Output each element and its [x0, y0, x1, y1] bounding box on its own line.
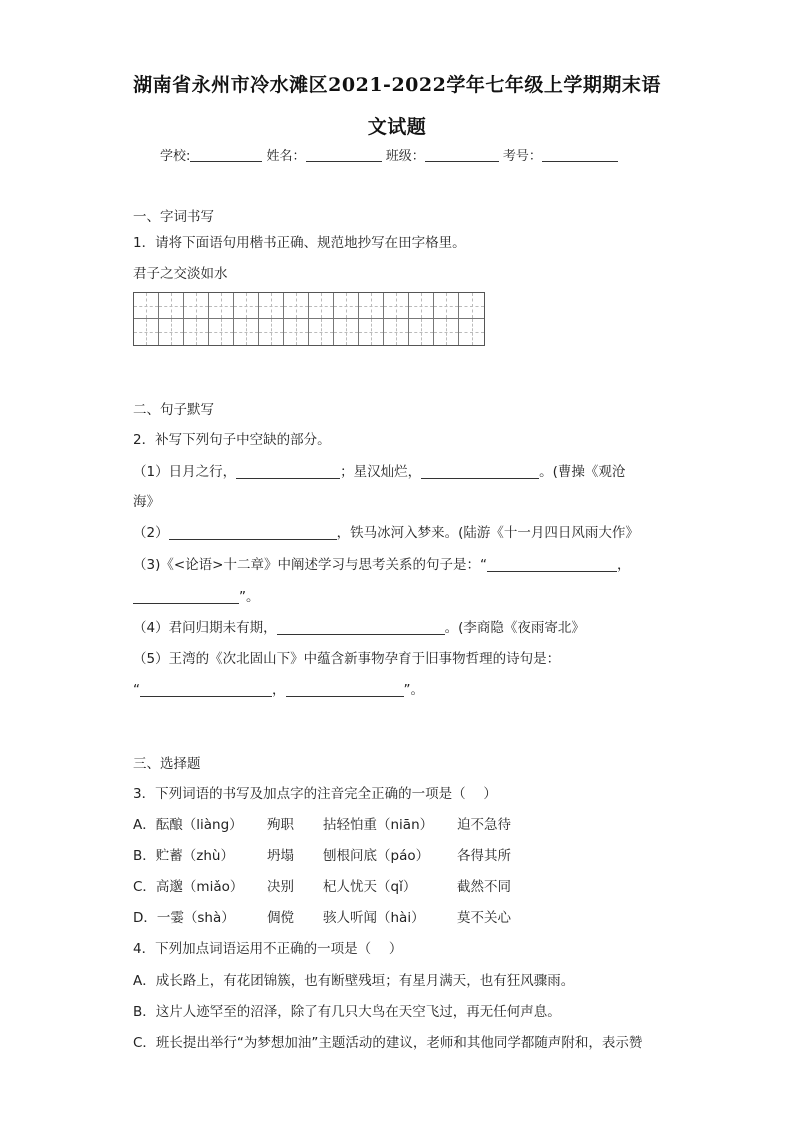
q4-option-b: B．这片人迹罕至的沼泽，除了有几只大鸟在天空飞过，再无任何声息。 [133, 1004, 561, 1020]
section-2-heading: 二、句子默写 [133, 402, 214, 418]
q2-line-3-cont: ”。 [133, 588, 260, 606]
blank [236, 464, 340, 479]
q4-option-c: C．班长提出举行“为梦想加油”主题活动的建议，老师和其他同学都随声附和，表示赞 [133, 1035, 643, 1051]
q2-line-4: （4）君问归期未有期， 。(李商隐《夜雨寄北》 [133, 620, 585, 636]
blank [140, 682, 272, 697]
section-1-heading: 一、字词书写 [133, 209, 214, 225]
exam-title-line2: 文试题 [367, 116, 427, 138]
student-info-row [160, 145, 618, 164]
name-blank [306, 147, 382, 162]
copy-phrase: 君子之交淡如水 [133, 266, 228, 282]
q2-line-5: （5）王湾的《次北固山下》中蕴含新事物孕育于旧事物哲理的诗句是： [133, 651, 561, 667]
question-3: 3．下列词语的书写及加点字的注音完全正确的一项是（ ） [133, 786, 497, 802]
blank [286, 682, 404, 697]
number-label: 考号： [502, 149, 542, 164]
name-label: 姓名： [266, 149, 306, 164]
q2-line-2: （2） ，铁马冰河入梦来。(陆游《十一月四日风雨大作》 [133, 525, 639, 541]
blank [487, 557, 617, 572]
class-blank [425, 147, 499, 162]
q2-line-5-cont: “ ， ”。 [133, 682, 424, 698]
question-2: 2．补写下列句子中空缺的部分。 [133, 432, 331, 448]
q3-option-c: C．高邈（miǎo） 决别 杞人忧天（qǐ） 截然不同 [133, 879, 511, 895]
question-4: 4．下列加点词语运用不正确的一项是（ ） [133, 941, 403, 957]
q2-line-1-cont: 海》 [133, 494, 160, 510]
q4-option-a: A．成长路上，有花团锦簇，也有断壁残垣；有星月满天，也有狂风骤雨。 [133, 973, 575, 989]
blank [421, 464, 539, 479]
school-label: 学校: [160, 149, 191, 164]
q3-option-b: B．贮蓄（zhù） 坍塌 刨根问底（páo） 各得其所 [133, 848, 511, 864]
blank [277, 620, 445, 635]
blank [169, 525, 337, 540]
section-3-heading: 三、选择题 [133, 756, 201, 772]
question-1: 1．请将下面语句用楷书正确、规范地抄写在田字格里。 [133, 235, 466, 251]
number-blank [542, 147, 618, 162]
q3-option-a: A．酝酿（liàng） 殉职 拈轻怕重（niān） 迫不急待 [133, 817, 511, 833]
exam-title-line1: 湖南省永州市冷水滩区2021-2022学年七年级上学期期末语 [133, 74, 661, 96]
tianzige-grid [133, 292, 485, 346]
q2-line-3: （3)《<论语>十二章》中阐述学习与思考关系的句子是：“ ， [133, 557, 631, 573]
blank [133, 589, 239, 604]
q2-line-1: （1）日月之行， ；星汉灿烂， 。(曹操《观沧 [133, 464, 626, 480]
class-label: 班级： [385, 149, 425, 164]
q3-option-d: D．一霎（shà） 倜傥 骇人听闻（hài） 莫不关心 [133, 910, 511, 926]
school-blank [190, 147, 262, 162]
